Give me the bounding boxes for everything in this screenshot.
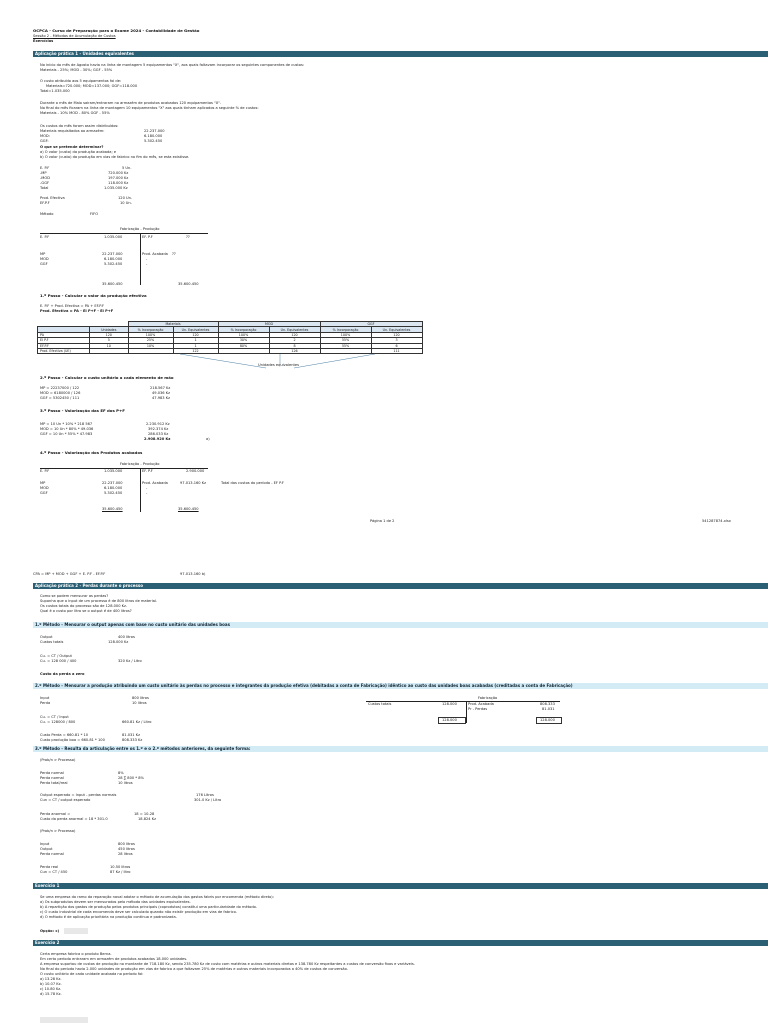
t-left-label: MP bbox=[40, 481, 46, 485]
answer-cell[interactable] bbox=[40, 1017, 88, 1023]
m-value: 18.824 Kz bbox=[138, 817, 156, 821]
t-total-left: 35.600.450 bbox=[102, 507, 123, 511]
section-bar-ex1 bbox=[33, 883, 768, 889]
m-label: Input bbox=[40, 696, 50, 700]
step-line: E. P.F + Prod. Efectiva = PA + EF.P.F bbox=[40, 304, 105, 308]
cost-line: O custo atribuído aos 5 equipamentos foi de: bbox=[40, 79, 122, 83]
m-note: Custo da perda a zero bbox=[40, 672, 85, 676]
m-value: 28 ∑ 800 * 8% bbox=[118, 776, 144, 780]
step-title: 4.º Passo - Valorização dos Produtos acabados bbox=[40, 450, 143, 455]
prod-label: Prod. Efectiva bbox=[40, 196, 65, 200]
distributed-value: 6.180.000 bbox=[144, 134, 163, 138]
exercise-line: c) O custo industrial de cada encomenda deve ser calculado quando não existir produção em vias de fabrico. bbox=[40, 910, 237, 914]
t-account-title: Fabricação bbox=[478, 696, 498, 700]
ep-label: Total bbox=[40, 186, 49, 190]
cell: 1 bbox=[173, 343, 218, 348]
cell: 3 bbox=[371, 338, 422, 343]
ep-value: 1.035.000 Kz bbox=[104, 186, 128, 190]
m-value: 800 litros bbox=[132, 696, 149, 700]
file-name: 541287874.xlsx bbox=[702, 519, 731, 523]
exercise-line: a) 13.28 Kz. bbox=[40, 977, 62, 981]
m-label: Input bbox=[40, 842, 50, 846]
cell: 126 bbox=[269, 348, 320, 353]
m-label: Cun = CT / 450 bbox=[40, 870, 68, 874]
exercise-line: b) A repartição dos gastos de produção pelos produtos principais (coprodutos) constitui uma particularidade do método. bbox=[40, 905, 257, 909]
month-line: Materiais - 10% MOD - 80% GGF - 55% bbox=[40, 111, 110, 115]
intro-line: Suponha que o input de um processo é de 800 litros de material. bbox=[40, 599, 158, 603]
step-line: Prod. Efectiva = PA - EI P+F - EI P+F bbox=[40, 309, 114, 313]
step-total: 2.908.920 Kz bbox=[144, 437, 171, 441]
distributed-label: Materiais requisitados ao armazém: bbox=[40, 129, 105, 133]
t-right-label: Prod. Acabada bbox=[468, 702, 494, 706]
step-mark: a) bbox=[206, 437, 210, 441]
m-label: Perda anormal = bbox=[40, 812, 71, 816]
t-right-value: - bbox=[146, 257, 148, 261]
cpa-label: CPA = MP + MOD + GGF + E. P.F - EF.P.F bbox=[33, 572, 106, 576]
m-value: 320 Kz / Litro bbox=[118, 659, 142, 663]
m-label: Cu. = CT / Output bbox=[40, 654, 72, 658]
m-label: Output bbox=[40, 847, 53, 851]
t-right-label: Prod. Acabada bbox=[142, 252, 168, 256]
ep-value: 118.000 Kz bbox=[108, 181, 129, 185]
cost-line: Materiais=720.000; MOD=137.000; GGF=118.000 bbox=[46, 84, 138, 88]
m-value: 87 Kz / litro bbox=[110, 870, 131, 874]
step-label: GGF = 10 Un * 55% * 47.983 bbox=[40, 432, 93, 436]
m-label: Perda normal bbox=[40, 852, 64, 856]
header-cell: Un. Equivalentes bbox=[371, 327, 422, 332]
cpa-value: 97.013.160 b) bbox=[180, 572, 206, 576]
cell: 5 bbox=[90, 338, 129, 343]
group-header: MOD bbox=[218, 322, 320, 327]
step-label: MOD = 10 Un * 80% * 49.036 bbox=[40, 427, 94, 431]
cell: 10% bbox=[128, 343, 173, 348]
m-label: Cun = CT / output esperado bbox=[40, 798, 91, 802]
exercise-line: No final do período havia 2.000 unidades de produção em vias de fabrico a que faltavam 25% de matérias e outros materiais incorporados a 40% de custos de conversão. bbox=[40, 967, 348, 971]
section-bar-app1 bbox=[33, 51, 768, 57]
method-value: FIFO bbox=[90, 212, 99, 216]
ep-value: 197.000 Kz bbox=[108, 176, 129, 180]
cell: 2 bbox=[269, 338, 320, 343]
m-value: 18 = 10-28 bbox=[134, 812, 155, 816]
m-label: Output bbox=[40, 635, 53, 639]
row-label: EF.P.F bbox=[38, 343, 90, 348]
t-left-label: E. P.F bbox=[40, 469, 50, 473]
row-label: Prod. Efectiva (UE) bbox=[38, 348, 90, 353]
method-label: Método bbox=[40, 212, 54, 216]
t-total-right: 128.000 bbox=[540, 718, 555, 722]
group-header: Materiais bbox=[128, 322, 218, 327]
t-right-value: - bbox=[146, 262, 148, 266]
step-value: 218.567 Kz bbox=[150, 386, 171, 390]
arrow-line bbox=[180, 354, 266, 368]
m-value: 28 litros bbox=[118, 852, 133, 856]
distributed-label: GGF: bbox=[40, 139, 49, 143]
cell: 120 bbox=[90, 332, 129, 337]
t-right-value: ?? bbox=[172, 252, 176, 256]
ep-value: 720.000 Kz bbox=[108, 171, 129, 175]
section-title: Exercício 2 bbox=[35, 940, 60, 945]
prod-value: 120 Un. bbox=[118, 196, 133, 200]
step-title: 1.º Passo - Calcular o valor da produção efectiva bbox=[40, 293, 147, 298]
cell: 6 bbox=[371, 343, 422, 348]
m-value: 8% bbox=[118, 771, 124, 775]
t-account-divider bbox=[140, 233, 141, 285]
t-right-value: - bbox=[146, 491, 148, 495]
method-bar bbox=[33, 746, 768, 752]
cell: 120 bbox=[269, 332, 320, 337]
step-value: 2.230.912 Kz bbox=[146, 422, 170, 426]
m-value: 10.50 litros bbox=[110, 865, 131, 869]
m-label: Perda real bbox=[40, 865, 59, 869]
doc-section: Exercícios bbox=[33, 39, 54, 43]
method-title: 2.º Método - Mensurar a produção atribuindo um custo unitário às perdas no processo e integrantes da produção efetiva (debitadas a conta de Fabricação) idêntico ao custo das unidades boas acabadas (creditadas a conta de Fabricação) bbox=[35, 683, 573, 688]
t-total-left: 128.000 bbox=[442, 718, 457, 722]
t-account-line bbox=[366, 701, 560, 702]
header-cell: % Incorporação bbox=[128, 327, 173, 332]
t-account-divider bbox=[466, 701, 467, 723]
m-value: 301.0 Kz / Litro bbox=[194, 798, 222, 802]
m-label: Output esperado = Input - perdas normais bbox=[40, 793, 117, 797]
page-number: Página 1 de 2 bbox=[370, 519, 395, 523]
header-cell: % Incorporação bbox=[218, 327, 269, 332]
m-label: Cu. = CT / Input bbox=[40, 715, 69, 719]
question: b) O valor (custo) da produção em vias de fabrico no fim do mês, se esta existisse. bbox=[40, 155, 190, 159]
m-label: Custo da perda anormal = 18 * 301.0 bbox=[40, 817, 108, 821]
cell: 55% bbox=[320, 338, 371, 343]
exercise-line: a) Os subprodutos devem ser mensurados pelo método das unidades equivalentes. bbox=[40, 900, 191, 904]
section-bar-app2 bbox=[33, 583, 768, 589]
cell: 1 bbox=[173, 338, 218, 343]
intro-line: Materiais - 25%; MOD - 30%; GGF - 55% bbox=[40, 68, 113, 72]
t-right-value: 97.013.160 Kz bbox=[180, 481, 206, 485]
m-label: Cu. = 128 000 / 400 bbox=[40, 659, 77, 663]
distributed-value: 22.237.000 bbox=[144, 129, 165, 133]
ep-label: E. P.F bbox=[40, 166, 50, 170]
exercise-line: c) 10.80 Kz. bbox=[40, 987, 62, 991]
ep-label: -MOD bbox=[40, 176, 50, 180]
t-left-label: MP bbox=[40, 252, 46, 256]
t-account-line bbox=[40, 233, 208, 234]
intro-line: Qual é o custo por litro se o output é de 400 litros? bbox=[40, 609, 132, 613]
t-right-label: EF. P.F bbox=[142, 235, 153, 239]
m-value: 808.333 Kz bbox=[122, 738, 143, 742]
t-left-value: 22.237.000 bbox=[102, 252, 123, 256]
t-right-value: - bbox=[146, 486, 148, 490]
cell: 120 bbox=[371, 332, 422, 337]
cell: 8 bbox=[269, 343, 320, 348]
t-right-label: Pr - Perdas bbox=[468, 707, 488, 711]
t-right-label: Prod. Acabada bbox=[142, 481, 168, 485]
distributed-title: Os custos do mês foram assim distribuídos: bbox=[40, 124, 119, 128]
doc-session: Sessão 2 - Métodos de Acumulação de Custos bbox=[33, 34, 116, 38]
m-label: Cu. = 128000 / 800 bbox=[40, 720, 76, 724]
cell bbox=[128, 348, 173, 353]
m-label: Custos totais bbox=[40, 640, 64, 644]
cost-line: Total=1.035.000 bbox=[40, 89, 70, 93]
cell: 120 bbox=[173, 332, 218, 337]
m-value: 800 litros bbox=[118, 842, 135, 846]
exercise-line: d) O método é de aplicação prioritária na produção contínua e padronizada. bbox=[40, 915, 177, 919]
case-label: (Prob/n > Processo) bbox=[40, 829, 76, 833]
m-value: 128.000 Kz bbox=[108, 640, 129, 644]
t-left-label: E. P.F bbox=[40, 235, 50, 239]
t-left-label: GGF bbox=[40, 491, 48, 495]
t-left-label: MOD bbox=[40, 486, 49, 490]
month-line: No final do mês ficaram na linha de montagem 10 equipamentos "X" aos quais tinham aplicados a seguinte % de custos: bbox=[40, 106, 259, 110]
intro-line: Como se podem mensurar as perdas? bbox=[40, 594, 109, 598]
cell: 55% bbox=[320, 343, 371, 348]
t-total-right: 35.600.450 bbox=[178, 282, 199, 286]
m-value: 10 litros bbox=[132, 701, 147, 705]
t-right-value: ?? bbox=[186, 235, 190, 239]
month-line: Durante o mês de Maio sairam/entraram no armazém de produtos acabados 120 equipamentos "X". bbox=[40, 101, 221, 105]
t-left-value: 6.180.000 bbox=[104, 486, 123, 490]
method-bar bbox=[33, 683, 768, 689]
prod-value: 10 Un. bbox=[120, 201, 132, 205]
step-value: 49.036 Kz bbox=[152, 391, 170, 395]
cell: 122 bbox=[173, 348, 218, 353]
m-label: Perda normal bbox=[40, 776, 64, 780]
step-value: 47.983 Kz bbox=[152, 396, 170, 400]
step-value: 392.374 Kz bbox=[148, 427, 169, 431]
section-title: Exercício 1 bbox=[35, 883, 60, 888]
row-label: PA bbox=[38, 332, 90, 337]
t-account-divider bbox=[140, 468, 141, 512]
exercise-line: Em certo período entraram em armazém de produtos acabados 18.000 unidades. bbox=[40, 957, 188, 961]
step-label: GGF = 5302450 / 111 bbox=[40, 396, 80, 400]
method-bar bbox=[33, 622, 768, 628]
exercise-line: b) 10.07 Kz. bbox=[40, 982, 62, 986]
header-cell: % Incorporação bbox=[320, 327, 371, 332]
cell: 80% bbox=[218, 343, 269, 348]
step-title: 3.º Passo - Valorização das EF dos P+F bbox=[40, 408, 125, 413]
intro-line: Os custos totais do processo são de 128.000 Kz. bbox=[40, 604, 128, 608]
m-value: 176 Litros bbox=[196, 793, 214, 797]
ep-value: 5 Un. bbox=[122, 166, 132, 170]
method-title: 3.º Método - Resulta da articulação entre os 1.º e o 2.º métodos anteriores, da seguinte forma: bbox=[35, 746, 251, 751]
section-title: Aplicação prática 2 - Perdas durante o processo bbox=[35, 583, 144, 588]
t-account-line bbox=[40, 468, 208, 469]
exercise-line: d) 15.78 Kz. bbox=[40, 992, 62, 996]
t-right-value: 81.031 bbox=[542, 707, 555, 711]
m-label: Custo produção boa = 660.81 * 100 bbox=[40, 738, 105, 742]
distributed-label: MOD: bbox=[40, 134, 50, 138]
step-label: MP = 22237000 / 122 bbox=[40, 386, 80, 390]
ep-label: -GGF bbox=[40, 181, 50, 185]
question: a) O valor (custo) da produção acabada; e bbox=[40, 150, 117, 154]
header-cell: Un. Equivalentes bbox=[269, 327, 320, 332]
cell: 100% bbox=[218, 332, 269, 337]
equivalent-units-note: Unidades equivalentes bbox=[258, 363, 299, 367]
production-table bbox=[37, 321, 423, 354]
step-label: MP = 10 Un * 10% * 218 567 bbox=[40, 422, 93, 426]
m-value: 450 litros bbox=[118, 847, 135, 851]
group-header: GGF bbox=[320, 322, 422, 327]
m-value: 81.031 Kz bbox=[122, 733, 140, 737]
cell: 100% bbox=[128, 332, 173, 337]
header-cell: Unidades bbox=[90, 327, 129, 332]
step-title: 2.º Passo - Calcular o custo unitário a cada elemento de mão bbox=[40, 375, 174, 380]
t-left-value: 1.035.000 bbox=[104, 469, 123, 473]
t-left-label: GGF bbox=[40, 262, 48, 266]
ep-label: -MP bbox=[40, 171, 47, 175]
arrow-line bbox=[294, 354, 375, 368]
m-label: Perda bbox=[40, 701, 51, 705]
t-account-title: Fabricação - Produção bbox=[120, 227, 160, 231]
m-value: 10 litros bbox=[118, 781, 133, 785]
cell: 30% bbox=[218, 338, 269, 343]
cell: 10 bbox=[90, 343, 129, 348]
t-total-right: 35.600.450 bbox=[178, 507, 199, 511]
t-left-value: 128.000 bbox=[442, 702, 457, 706]
cell bbox=[90, 348, 129, 353]
t-note: Total dos custos do período - EF P.F bbox=[221, 481, 284, 485]
t-right-label: EF. P.F bbox=[142, 469, 153, 473]
t-account-title: Fabricação - Produção bbox=[120, 462, 160, 466]
cell: 111 bbox=[371, 348, 422, 353]
m-label: Perda total/real bbox=[40, 781, 68, 785]
case-label: (Prob/n > Processo) bbox=[40, 758, 76, 762]
t-total-left: 35.600.450 bbox=[102, 282, 123, 286]
t-left-value: 1.035.000 bbox=[104, 235, 123, 239]
exercise-line: Certa empresa fabrica o produto Berna. bbox=[40, 952, 112, 956]
exercise-line: O custo unitário de cada unidade acabada no período foi: bbox=[40, 972, 144, 976]
method-title: 1.º Método - Mensurar o output apenas com base no custo unitário das unidades boas bbox=[35, 622, 230, 627]
t-left-value: 6.180.000 bbox=[104, 257, 123, 261]
section-bar-ex2 bbox=[33, 940, 768, 946]
question-title: O que se pretende determinar? bbox=[40, 145, 104, 149]
equivalent-units-arrows bbox=[170, 352, 390, 372]
t-left-value: 5.302.450 bbox=[104, 491, 123, 495]
m-label: Perda normal bbox=[40, 771, 64, 775]
t-left-label: Custos totais bbox=[368, 702, 392, 706]
m-label: Custo Perda = 660.81 * 10 bbox=[40, 733, 89, 737]
t-left-value: 22.237.000 bbox=[102, 481, 123, 485]
option-label: Opção: c) bbox=[40, 929, 60, 933]
row-label: EI P.F bbox=[38, 338, 90, 343]
distributed-value: 5.302.450 bbox=[144, 139, 163, 143]
cell: 25% bbox=[128, 338, 173, 343]
exercise-line: Se uma empresa do ramo da reparação naval adotar o método de acumulação dos gastos fabris por encomenda (método direto): bbox=[40, 895, 274, 899]
t-right-value: 808.333 bbox=[540, 702, 555, 706]
t-left-label: MOD bbox=[40, 257, 49, 261]
t-right-value: 2.900.000 bbox=[186, 469, 205, 473]
t-left-value: 5.302.450 bbox=[104, 262, 123, 266]
step-label: MOD = 6180000 / 126 bbox=[40, 391, 81, 395]
section-title: Aplicação prática 1 - Unidades equivalentes bbox=[35, 51, 134, 56]
m-value: 660.81 Kz / Litro bbox=[122, 720, 152, 724]
step-value: 286.033 Kz bbox=[148, 432, 169, 436]
answer-cell[interactable] bbox=[64, 928, 88, 934]
header-cell: Un. Equivalentes bbox=[173, 327, 218, 332]
m-value: 400 litros bbox=[118, 635, 135, 639]
doc-title: OCPCA - Curso de Preparação para o Exame 2024 - Contabilidade de Gestão bbox=[33, 28, 200, 33]
cell: 100% bbox=[320, 332, 371, 337]
intro-line: No início do mês de Agosto havia na linha de montagem 5 equipamentos "X", aos quais faltavam incorporar os seguintes componentes de custos: bbox=[40, 63, 305, 67]
prod-label: EF.P.F bbox=[40, 201, 50, 205]
exercise-line: A empresa suportou de custos de produção no montante de 718.180 Kz, sendo 235.780 Kz de custo com matérias e outros materiais diretos e 138.780 Kz respeitantes a custos de conversão fixos e variáveis. bbox=[40, 962, 415, 966]
